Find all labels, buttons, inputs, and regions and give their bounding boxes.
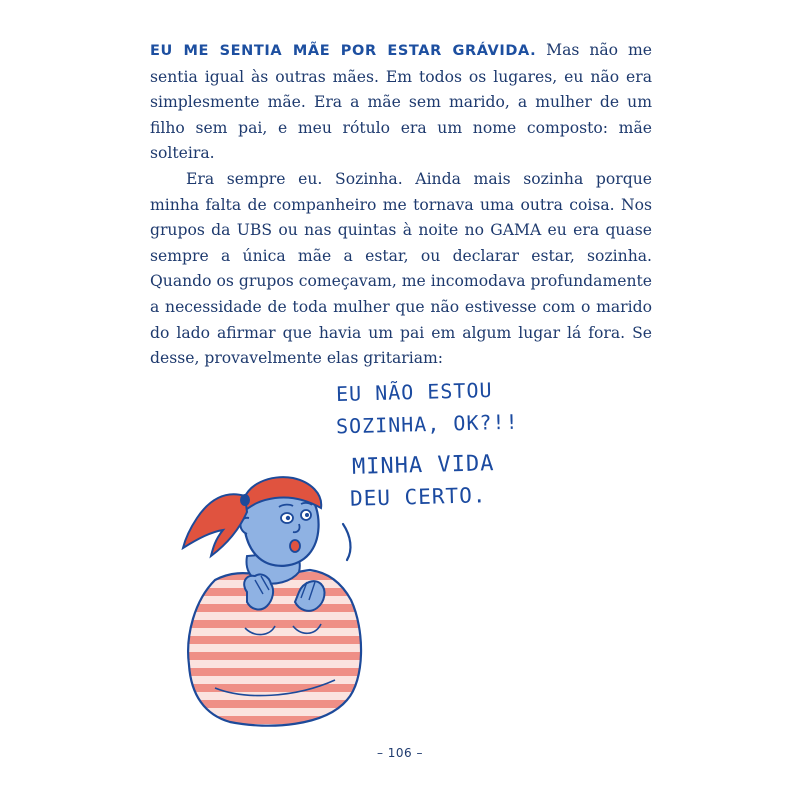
speech-line-2: SOZINHA, OK?!!: [335, 409, 519, 439]
paragraph-2: Era sempre eu. Sozinha. Ainda mais sozinha porque minha falta de companheiro me tornava uma outra coisa. Nos grupos da UBS ou nas quintas à noite no GAMA eu era quase sempre a única mãe a estar, ou declarar estar, sozinha. Quando os grupos começavam, me incomodava profundamente a necessidade de toda mulher que não estivesse com o marido do lado afirmar que havia um pai em algum lugar lá fora. Se desse, provavelmente elas gritariam:: [150, 169, 652, 368]
paragraph-1: [150, 38, 652, 167]
lead-in-caps: EU ME SENTIA MÃE POR ESTAR GRÁVIDA.: [150, 43, 537, 59]
paragraph-1-text: Mas não me sentia igual às outras mães. Em todos os lugares, eu não era simplesmente mãe. Era a mãe sem marido, a mulher de um filho sem pai, e meu rótulo era um nome composto: mãe solteira.: [150, 41, 652, 163]
striped-shirt: [175, 570, 375, 726]
speech-tail: [343, 524, 350, 560]
speech-line-3: MINHA VIDA: [351, 451, 495, 480]
pregnant-woman-illustration: [175, 460, 375, 730]
speech-line-4: DEU CERTO.: [349, 483, 487, 511]
page-number: – 106 –: [376, 746, 424, 760]
speech-line-1: EU NÃO ESTOU: [335, 377, 493, 407]
body-text: [150, 38, 652, 372]
